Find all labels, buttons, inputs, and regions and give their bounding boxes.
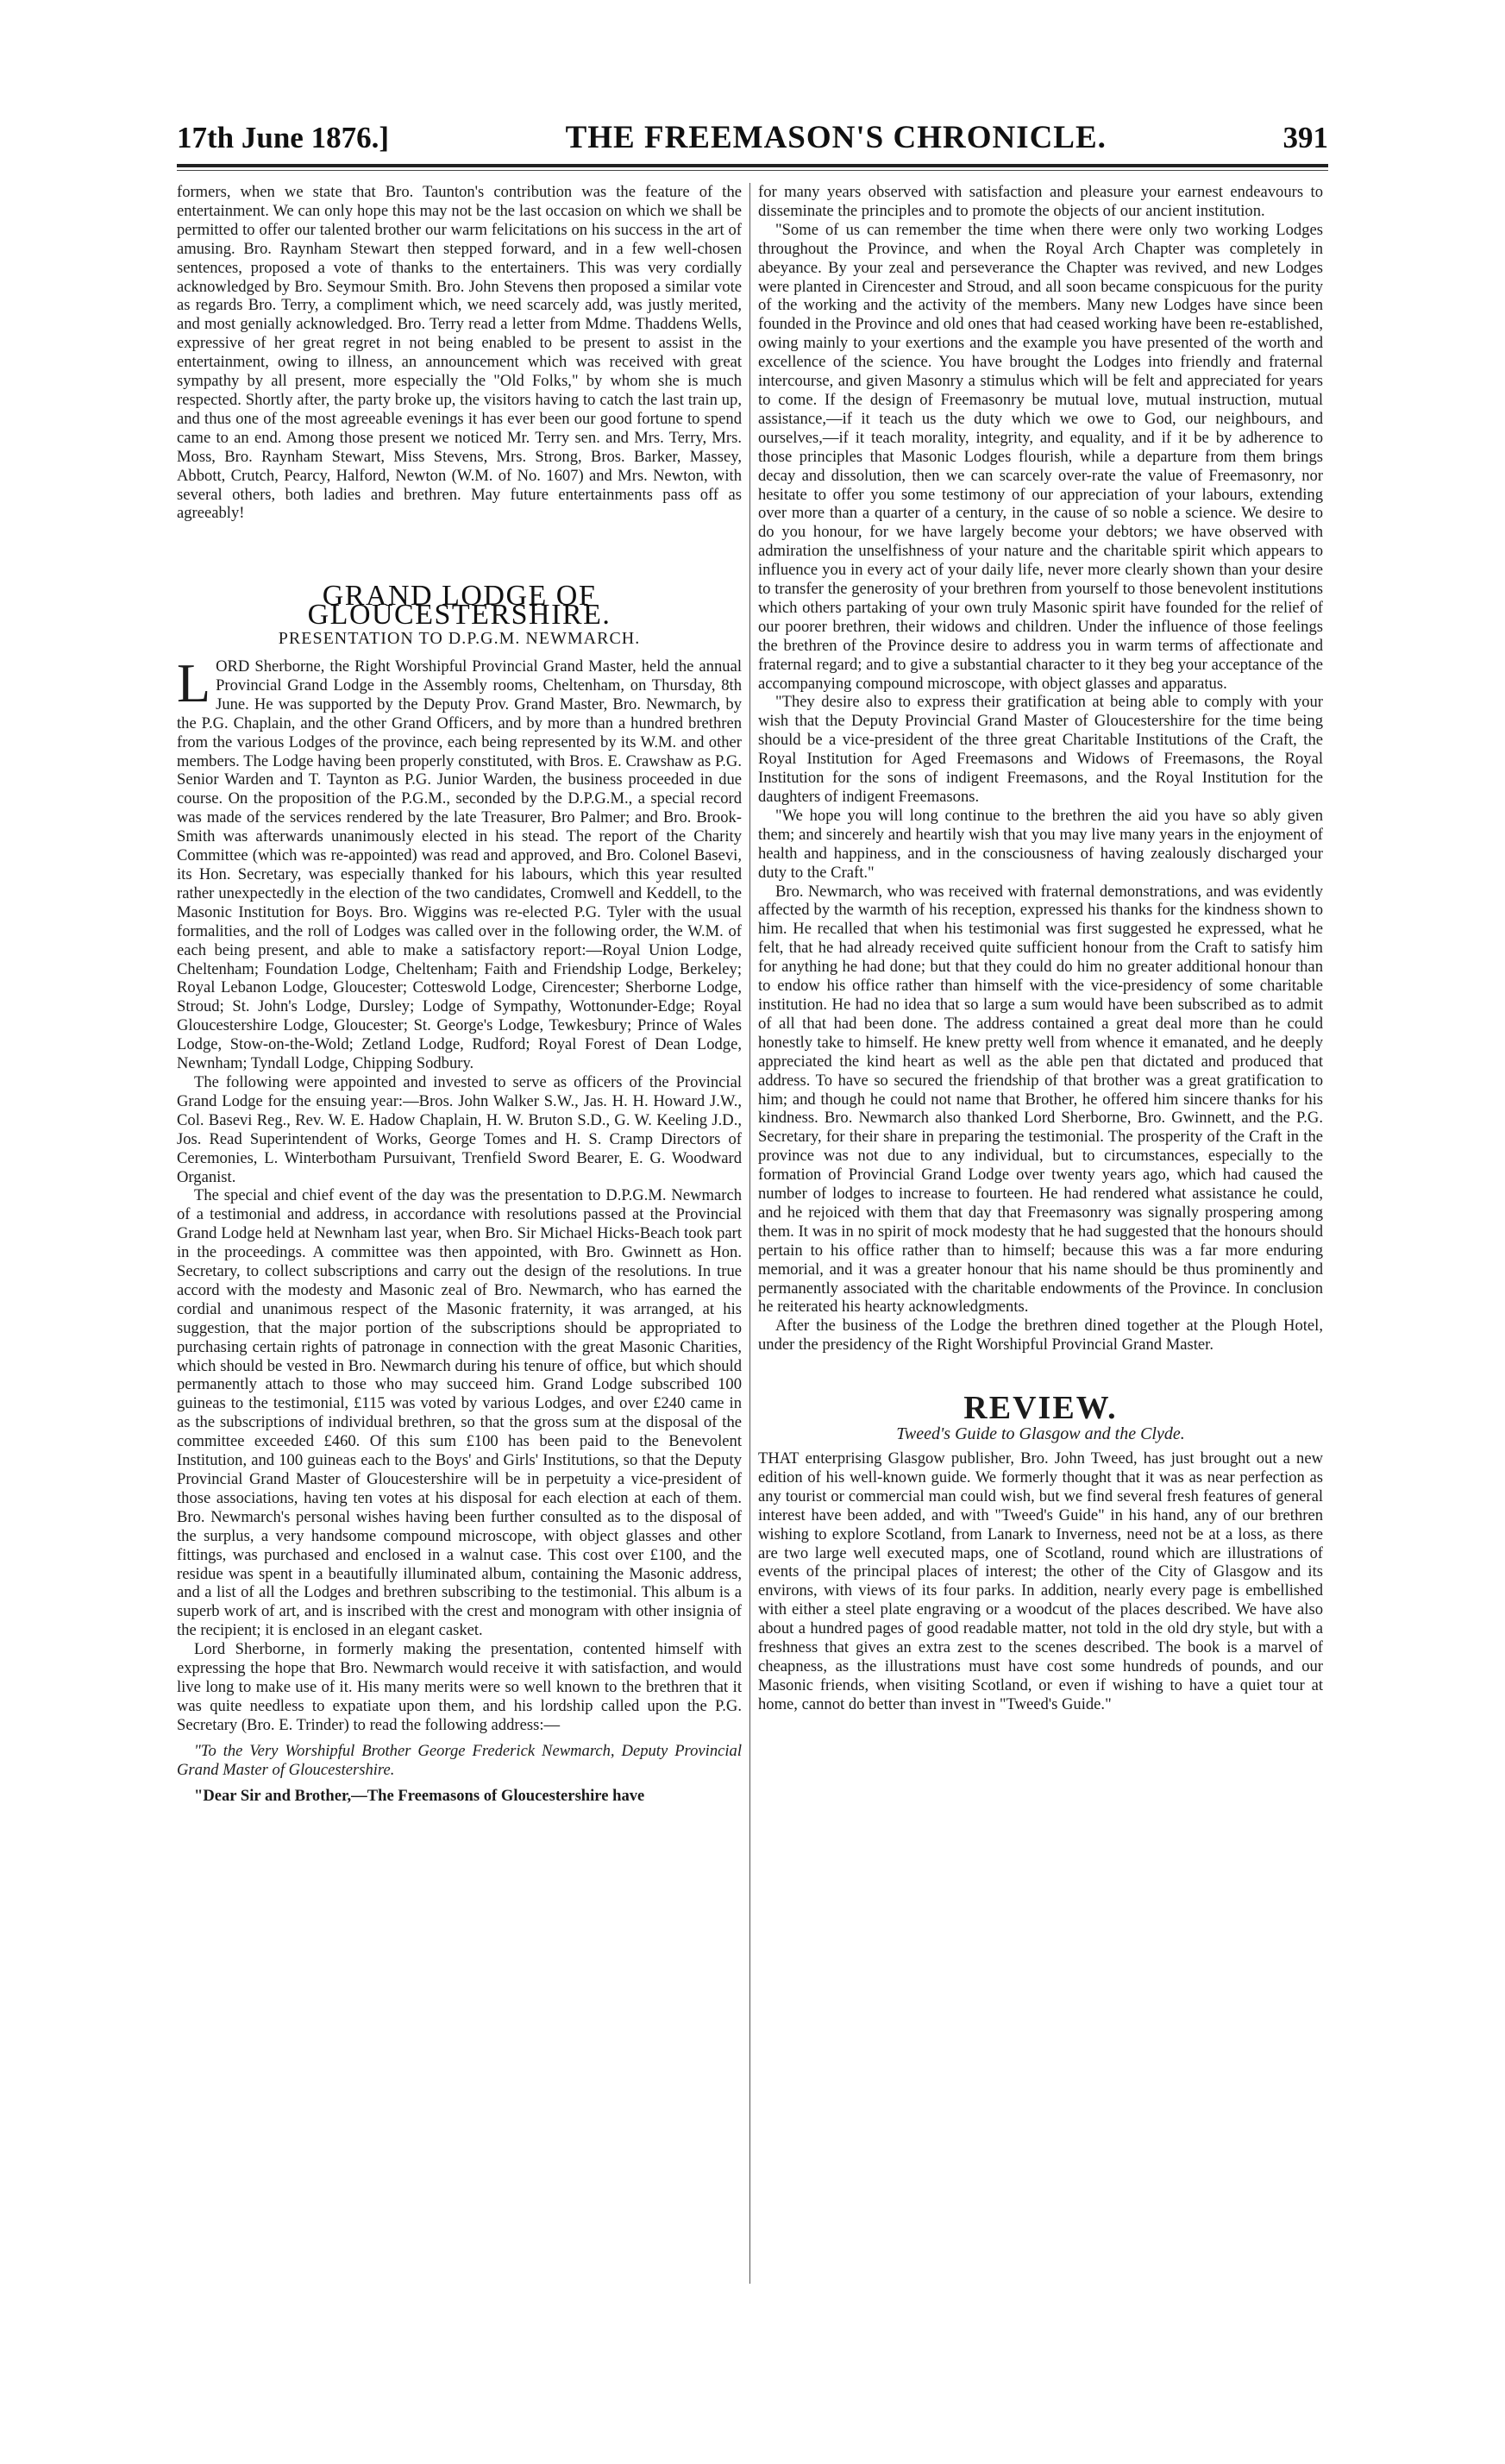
paragraph: "Dear Sir and Brother,—The Freemasons of Gloucestershire have (194, 1786, 645, 1805)
article-heading: GRAND LODGE OF GLOUCESTERSHIRE. (307, 580, 611, 632)
paragraph: After the business of the Lodge the brethren dined together at the Plough Hotel, under the presidency of the Right Worshipful Provincial Grand Master. (758, 1317, 1323, 1355)
header-rule (177, 164, 1328, 167)
newspaper-title: THE FREEMASON'S CHRONICLE. (565, 120, 1107, 155)
paragraph: Lord Sherborne, in formerly making the presentation, contented himself with expressing the hope that Bro. Newmarch would receive it with satisfaction, and would live long to make use of it. His many merits were so well known to the brethren that it was quite needless to expatiate upon them, and his lordship called upon the P.G. Secretary (Bro. E. Trinder) to read the following address:— (177, 1640, 742, 1734)
header-rule-thin (177, 170, 1328, 171)
paragraph-text: enterprising Glasgow publisher, Bro. John Tweed, has just brought out a new edition of his well-known guide. We formerly thought that it was as near perfection as any tourist or commercial man could wish, but we find several fresh features of general interest have been added, and with "Tweed's Guide" in his hand, any of our brethren wishing to explore Scotland, from Lanark to Inverness, need not be at a loss, as there are two large well executed maps, one of Scotland, round which are illustrations of events of the principal places of interest; the other of the City of Glasgow and its environs, with views of its four parks. In addition, nearly every page is embellished with either a steel plate engraving or a woodcut of the places described. We have also about a hundred pages of good readable matter, not told in the old dry style, but with a freshness that gives an extra zest to the scenes described. The book is a marvel of cheapness, as the illustrations must have cost some hundreds of pounds, and our Masonic friends, when visiting Scotland, or even if wishing to have a quiet tour at home, cannot do better than invest in "Tweed's Guide." (758, 1449, 1324, 1713)
paragraph: "They desire also to express their gratification at being able to comply with your wish that the Deputy Provincial Grand Master of Gloucestershire for the time being should be a vice-president of the three great Charitable Institutions of the Craft, the Royal Institution for Aged Freemasons and Widows of Freemasons, the Royal Institution for the sons of indigent Freemasons, and the Royal Institution for the daughters of indigent Freemasons. (758, 693, 1323, 806)
paragraph (177, 652, 742, 1073)
paragraph: The special and chief event of the day was the presentation to D.P.G.M. Newmarch of a testimonial and address, in accordance with resolutions passed at the Provincial Grand Lodge held at Newnham last year, when Bro. Sir Michael Hicks-Beach took part in the proceedings. A committee was then appointed, with Bro. Gwinnett as Hon. Secretary, to collect subscriptions and carry out the design of the resolutions. In true accord with the modesty and Masonic zeal of Bro. Newmarch, who has earned the cordial and unanimous respect of the Masonic fraternity, it was arranged, at his suggestion, that the major portion of the subscriptions should be appropriated to purchasing certain rights of patronage in connection with the great Masonic Charities, which should be vested in Bro. Newmarch during his tenure of office, but which should permanently attach to those who may succeed him. Grand Lodge subscribed 100 guineas to the testimonial, £115 was voted by various Lodges, and over £240 came in as the subscriptions of individual brethren, so that the gross sum at the disposal of the committee exceeded £460. Of this sum £100 has been paid to the Benevolent Institution, and 100 guineas each to the Boys' and Girls' Institutions, so that the Deputy Provincial Grand Master of Gloucestershire will be in perpetuity a vice-president of those associations, having ten votes at his disposal for each election at each of them. Bro. Newmarch's personal wishes having been further consulted as to the disposal of the surplus, a very handsome compound microscope, with object glasses and other fittings, was purchased and enclosed in a walnut case. This cost over £100, and the residue was spent in a beautifully illuminated album, containing the Masonic address, and a list of all the Lodges and brethren subscribing to the testimonial. This album is a superb work of art, and is inscribed with the crest and monogram with other insignia of the recipient; it is enclosed in an elegant casket. (177, 1186, 742, 1640)
paragraph: "We hope you will long continue to the brethren the aid you have so ably given them; and sincerely and heartily wish that you may live many years in the enjoyment of health and happiness, and in the consciousness of having zealously discharged your duty to the Craft." (758, 806, 1323, 882)
left-column (177, 183, 742, 1805)
column-divider (749, 183, 750, 2284)
review-heading: REVIEW. (963, 1390, 1118, 1427)
masthead (177, 119, 1328, 159)
issue-date: 17th June 1876.] (177, 121, 389, 154)
paragraph: The following were appointed and invested to serve as officers of the Provincial Grand Lodge for the ensuing year:—Bros. John Walker S.W., Jas. H. H. Howard J.W., Col. Basevi Reg., Rev. W. E. Hadow Chaplain, H. W. Bruton S.D., G. W. Keeling J.D., Jos. Read Superintendent of Works, George Tomes and H. S. Cramp Directors of Ceremonies, L. Winterbotham Pursuivant, Trenfield Sword Bearer, E. G. Woodward Organist. (177, 1072, 742, 1186)
address-heading: "To the Very Worshipful Brother George Frederick Newmarch, Deputy Provincial Grand Master of Gloucestershire. (177, 1741, 742, 1779)
drop-cap: L (177, 652, 211, 714)
review-subheading: Tweed's Guide to Glasgow and the Clyde. (896, 1424, 1185, 1444)
lead-word: THAT (758, 1449, 800, 1468)
paragraph (758, 1449, 1323, 1714)
paragraph-text: ORD Sherborne, the Right Worshipful Provincial Grand Master, held the annual Provincial Grand Lodge in the Assembly rooms, Cheltenham, on Thursday, 8th June. He was supported by the Deputy Prov. Grand Master, Bro. Newmarch, by the P.G. Chaplain, and the other Grand Officers, and by more than a hundred brethren from the various Lodges of the province, each being represented by its W.M. and other members. The Lodge having been properly constituted, with Bros. E. Crawshaw as P.G. Senior Warden and T. Taynton as P.G. Junior Warden, the business proceeded in due course. On the proposition of the P.G.M., seconded by the D.P.G.M., a special record was made of the services rendered by the late Treasurer, Bro Palmer; and Bro. Brook-Smith was afterwards unanimously elected in his stead. The report of the Charity Committee (which was re-appointed) was read and approved, and Bro. Colonel Basevi, its Hon. Secretary, was especially thanked for his labours, which this year resulted rather unexpectedly in the election of the two candidates, Cromwell and Keddell, to the Masonic Institution for Boys. Bro. Wiggins was re-elected P.G. Tyler with the usual formalities, and the roll of Lodges was called over in the following order, the W.M. of each being present, and able to make a satisfactory report:—Royal Union Lodge, Cheltenham; Foundation Lodge, Cheltenham; Faith and Friendship Lodge, Berkeley; Royal Lebanon Lodge, Gloucester; Cotteswold Lodge, Cirencester; Sherborne Lodge, Stroud; St. John's Lodge, Dursley; Lodge of Sympathy, Wottonunder-Edge; Royal Gloucestershire Lodge, Gloucester; St. George's Lodge, Tewkesbury; Prince of Wales Lodge, Stow-on-the-Wold; Zetland Lodge, Rudford; Royal Forest of Dean Lodge, Newnham; Tyndall Lodge, Chipping Sodbury. (177, 657, 742, 1073)
paragraph: Bro. Newmarch, who was received with fraternal demonstrations, and was evidently affected by the warmth of his reception, expressed his thanks for the kindness shown to him. He recalled that when his testimonial was first suggested he expressed, what he felt, that he had already received quite sufficient honour from the Craft to satisfy him for anything he had done; but that they could do him no greater additional honour than to endow his office rather than himself with the vice-presidency of some charitable institution. He had no idea that so large a sum would have been subscribed as to admit of all that had been done. The address contained a great deal more than he could honestly take to himself. He knew pretty well from whence it emanated, and he deeply appreciated the kind heart as well as the able pen that dictated and produced that address. To have so secured the friendship of that brother was a great gratification to him; and though he could not name that Brother, he offered him sincere thanks for his kindness. Bro. Newmarch also thanked Lord Sherborne, Bro. Gwinnett, and the P.G. Secretary, for their share in preparing the testimonial. The prosperity of the Craft in the province was not due to any individual, but to circumstances, especially to the formation of Provincial Grand Lodge over twenty years ago, which had caused the number of lodges to increase to fourteen. He had rendered what assistance he could, and he rejoiced with them that day that Freemasonry was signally prospering among them. It was in no spirit of mock modesty that he had suggested that the honours should pertain to his office rather than to himself; because this was a far more enduring memorial, and it was a greater honour that his name should be thus prominently and permanently associated with the charitable endowments of the Province. In conclusion he reiterated his hearty acknowledgments. (758, 882, 1323, 1317)
paragraph: formers, when we state that Bro. Taunton's contribution was the feature of the entertainment. We can only hope this may not be the last occasion on which we shall be permitted to offer our talented brother our warm felicitations on his success in the art of amusing. Bro. Raynham Stewart then stepped forward, and in a few well-chosen sentences, proposed a vote of thanks to the entertainers. This was very cordially acknowledged by Bro. Seymour Smith. Bro. John Stevens then proposed a similar vote as regards Bro. Terry, a compliment which, we need scarcely add, was justly merited, and most genially acknowledged. Bro. Terry read a letter from Mdme. Thaddens Wells, expressive of her great regret in not being enabled to be present to assist in the entertainment, owing to illness, an announcement which was received with great sympathy by all present, more especially the "Old Folks," by whom she is much respected. Shortly after, the party broke up, the visitors having to catch the last train up, and thus one of the most agreeable evenings it has ever been our good fortune to spend came to an end. Among those present we noticed Mr. Terry sen. and Mrs. Terry, Mrs. Moss, Bro. Raynham Stewart, Miss Stevens, Mrs. Strong, Bros. Barker, Massey, Abbott, Crutch, Pearcy, Halford, Newton (W.M. of No. 1607) and Mrs. Newton, with several others, both ladies and brethren. May future entertainments pass off as agreeably! (177, 183, 742, 523)
right-column (758, 183, 1323, 1714)
article-subheading: PRESENTATION TO D.P.G.M. NEWMARCH. (278, 629, 641, 649)
page-number: 391 (1282, 121, 1328, 154)
paragraph: "Some of us can remember the time when there were only two working Lodges throughout the Province, and when the Royal Arch Chapter was completely in abeyance. By your zeal and perseverance the Chapter was revived, and new Lodges were planted in Cirencester and Stroud, and all soon became conspicuous for the purity of the working and the activity of the members. Many new Lodges have since been founded in the Province and old ones that had ceased working have been re-established, owing mainly to your exertions and the example you have presented of the worth and excellence of the science. You have brought the Lodges into friendly and fraternal intercourse, and given Masonry a stimulus which will be felt and appreciated for years to come. If the design of Freemasonry be mutual love, mutual instruction, mutual assistance,—if it teach us the duty which we owe to God, our neighbours, and ourselves,—if it teach morality, integrity, and equality, and if it be by adherence to those principles that Masonic Lodges flourish, while a departure from them brings decay and dissolution, then we can scarcely over-rate the value of Freemasonry, nor hesitate to offer you some testimony of our appreciation of your labours, extending over more than a quarter of a century, in the cause of so noble a science. We desire to do you honour, for we have largely become your debtors; we have observed with admiration the unselfishness of your nature and the charitable spirit which appears to influence you in every act of your daily life, never more clearly shown than your desire to transfer the generosity of your brethren from yourself to those benevolent institutions which others partaking of your own truly Masonic spirit have founded for the relief of our poorer brethren, their widows and children. Under the influence of those feelings the brethren of the Province desire to address you in warm terms of affectionate and fraternal regard; and to give a substantial character to it they beg your acceptance of the accompanying compound microscope, with object glasses and apparatus. (758, 220, 1323, 693)
paragraph: for many years observed with satisfaction and pleasure your earnest endeavours to disseminate the principles and to promote the objects of our ancient institution. (758, 183, 1323, 220)
